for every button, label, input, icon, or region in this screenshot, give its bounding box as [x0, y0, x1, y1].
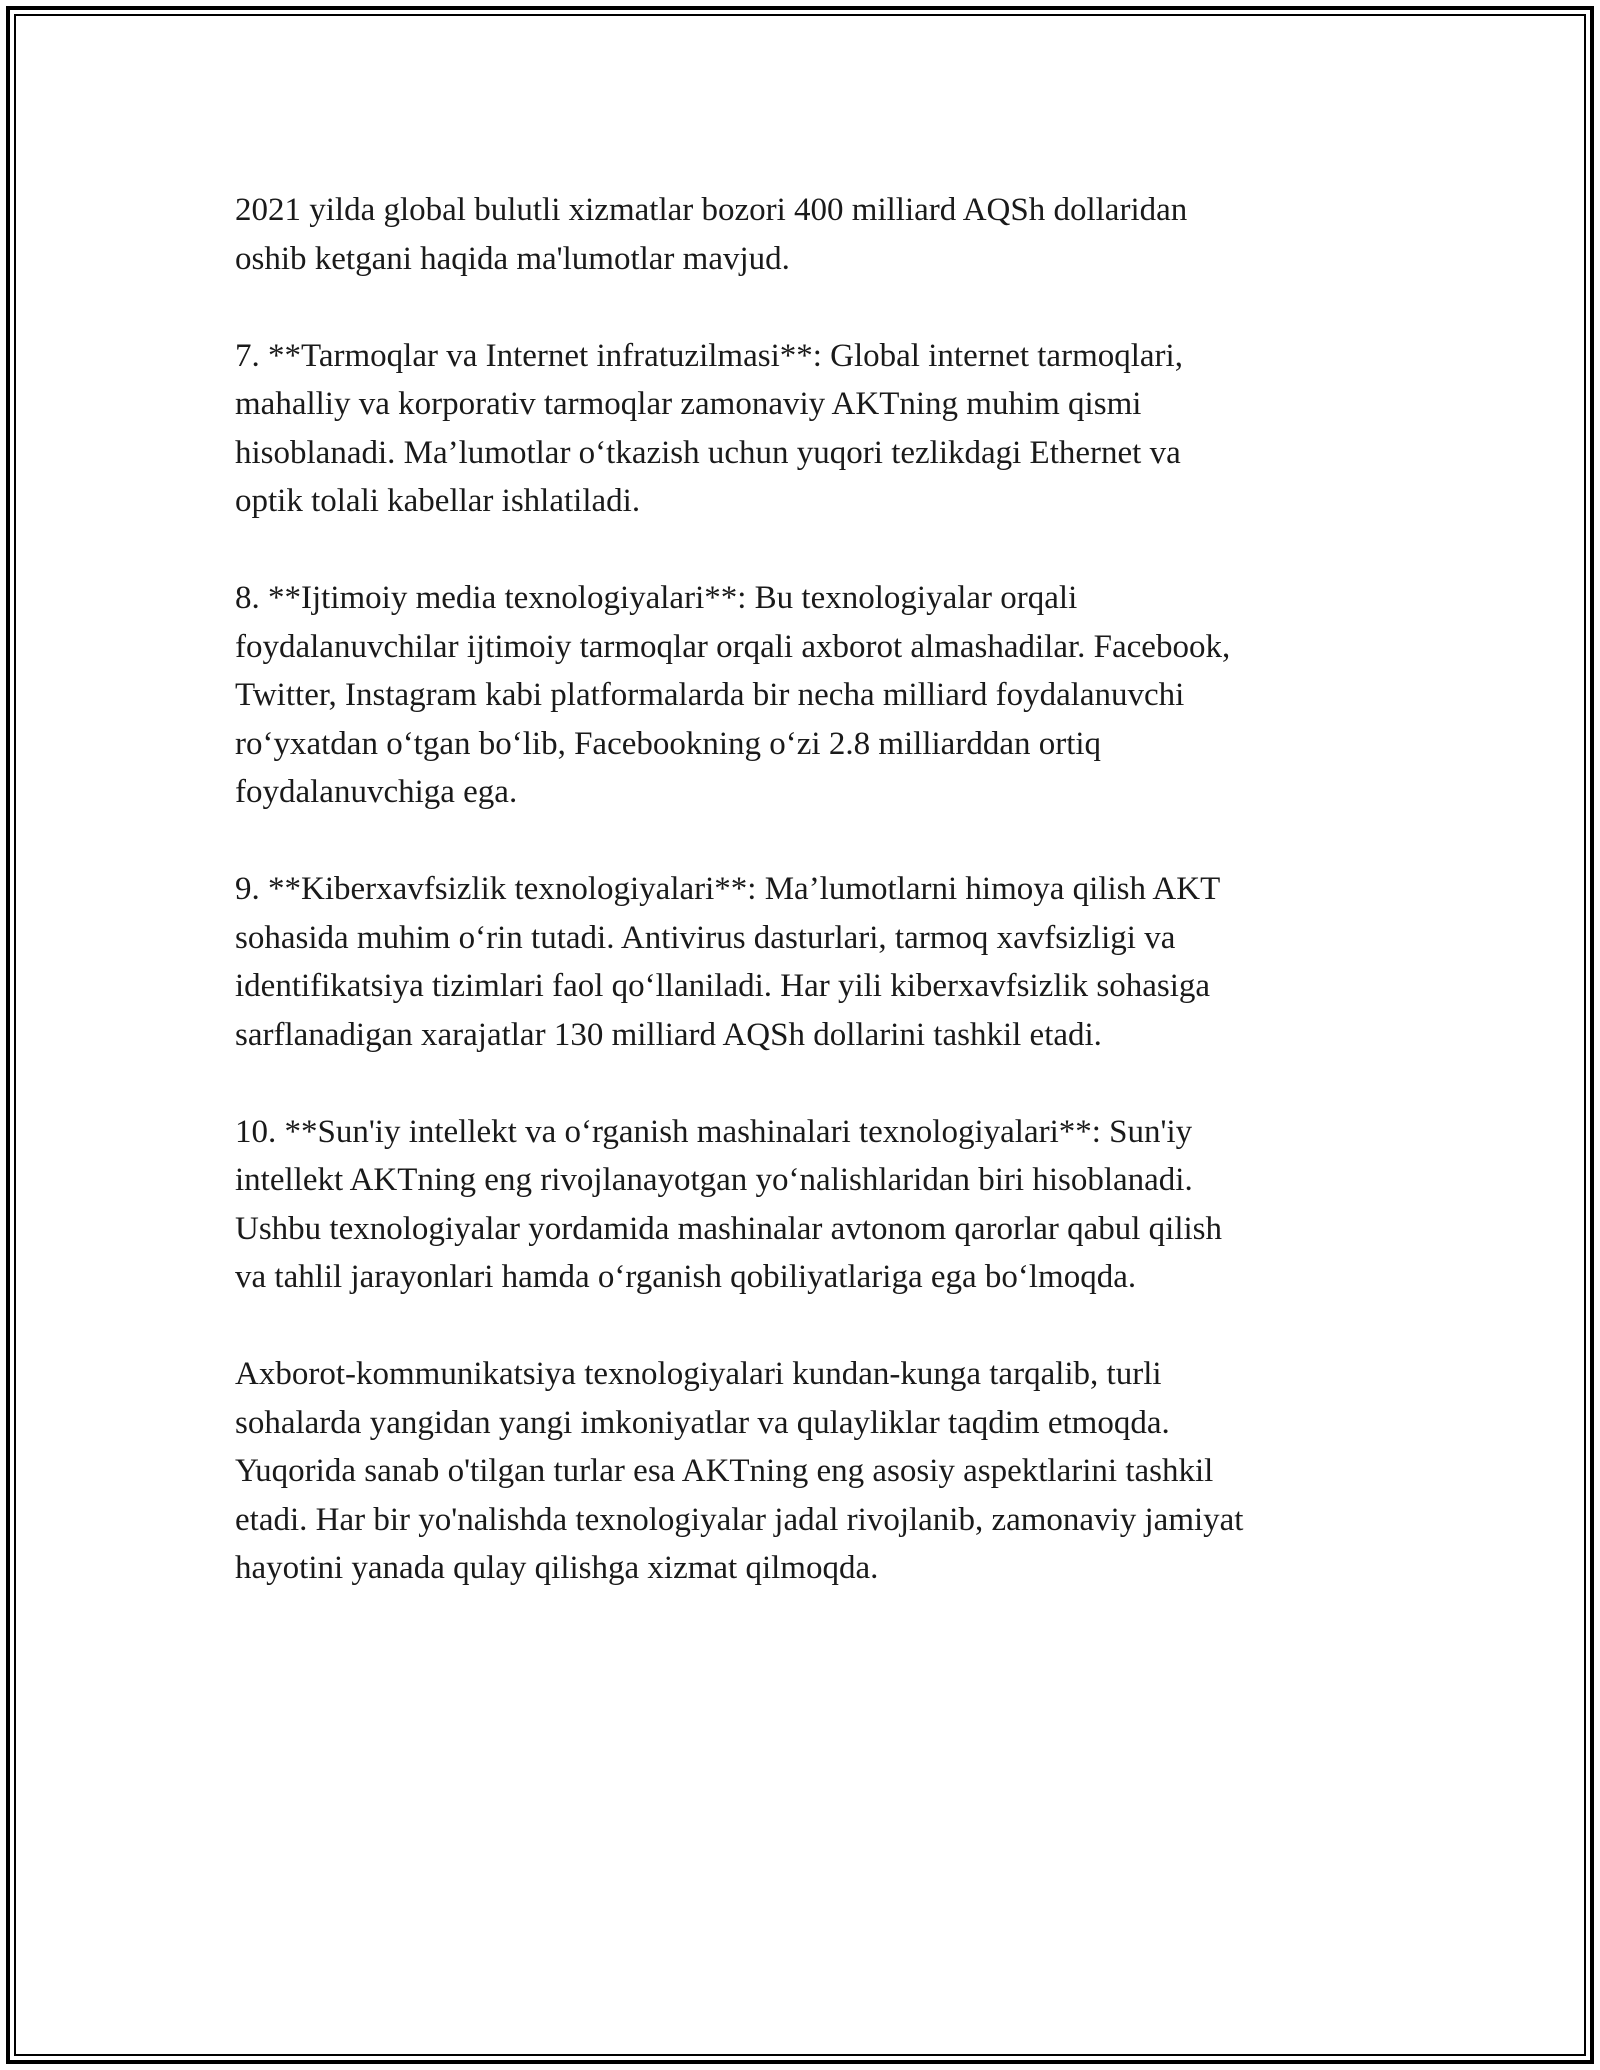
text-line: Axborot-kommunikatsiya texnologiyalari kundan-kunga tarqalib, turli — [235, 1356, 1162, 1392]
paragraph-networks — [235, 332, 1375, 526]
text-line: 9. **Kiberxavfsizlik texnologiyalari**: Ma’lumotlarni himoya qilish AKT — [235, 871, 1221, 907]
paragraph-social-media — [235, 574, 1375, 817]
paragraph-cybersecurity — [235, 865, 1375, 1059]
text-line: optik tolali kabellar ishlatiladi. — [235, 483, 641, 519]
text-line: etadi. Har bir yo'nalishda texnologiyalar jadal rivojlanib, zamonaviy jamiyat — [235, 1501, 1244, 1538]
document-body — [235, 186, 1375, 1641]
text-line: ro‘yxatdan o‘tgan bo‘lib, Facebookning o‘zi 2.8 milliarddan ortiq — [235, 725, 1102, 762]
text-line: oshib ketgani haqida ma'lumotlar mavjud. — [235, 240, 790, 277]
text-line: va tahlil jarayonlari hamda o‘rganish qobiliyatlariga ega bo‘lmoqda. — [235, 1259, 1137, 1295]
paragraph-conclusion — [235, 1350, 1375, 1593]
text-line: Twitter, Instagram kabi platformalarda bir necha milliard foydalanuvchi — [235, 677, 1185, 713]
text-line: identifikatsiya tizimlari faol qo‘llaniladi. Har yili kiberxavfsizlik sohasiga — [235, 968, 1211, 1004]
paragraph-cloud-market — [235, 186, 1375, 283]
text-line: Yuqorida sanab o'tilgan turlar esa AKTning eng asosiy aspektlarini tashkil — [235, 1453, 1214, 1489]
text-line: intellekt AKTning eng rivojlanayotgan yo‘nalishlaridan biri hisoblanadi. — [235, 1162, 1193, 1198]
text-line: foydalanuvchiga ega. — [235, 774, 518, 810]
text-line: hisoblanadi. Ma’lumotlar o‘tkazish uchun yuqori tezlikdagi Ethernet va — [235, 434, 1181, 471]
text-line: hayotini yanada qulay qilishga xizmat qilmoqda. — [235, 1550, 879, 1586]
text-line: mahalliy va korporativ tarmoqlar zamonaviy AKTning muhim qismi — [235, 386, 1142, 422]
paragraph-ai — [235, 1108, 1375, 1302]
text-line: sarflanadigan xarajatlar 130 milliard AQSh dollarini tashkil etadi. — [235, 1016, 1102, 1053]
text-line: foydalanuvchilar ijtimoiy tarmoqlar orqali axborot almashadilar. Facebook, — [235, 628, 1231, 665]
text-line: 2021 yilda global bulutli xizmatlar bozori 400 milliard AQSh dollaridan — [235, 192, 1188, 228]
text-line: 8. **Ijtimoiy media texnologiyalari**: Bu texnologiyalar orqali — [235, 580, 1078, 616]
text-line: 7. **Tarmoqlar va Internet infratuzilmasi**: Global internet tarmoqlari, — [235, 337, 1183, 374]
text-line: Ushbu texnologiyalar yordamida mashinalar avtonom qarorlar qabul qilish — [235, 1210, 1223, 1247]
text-line: 10. **Sun'iy intellekt va o‘rganish mashinalari texnologiyalari**: Sun'iy — [235, 1113, 1193, 1150]
text-line: sohasida muhim o‘rin tutadi. Antivirus dasturlari, tarmoq xavfsizligi va — [235, 919, 1176, 956]
text-line: sohalarda yangidan yangi imkoniyatlar va qulayliklar taqdim etmoqda. — [235, 1404, 1170, 1441]
